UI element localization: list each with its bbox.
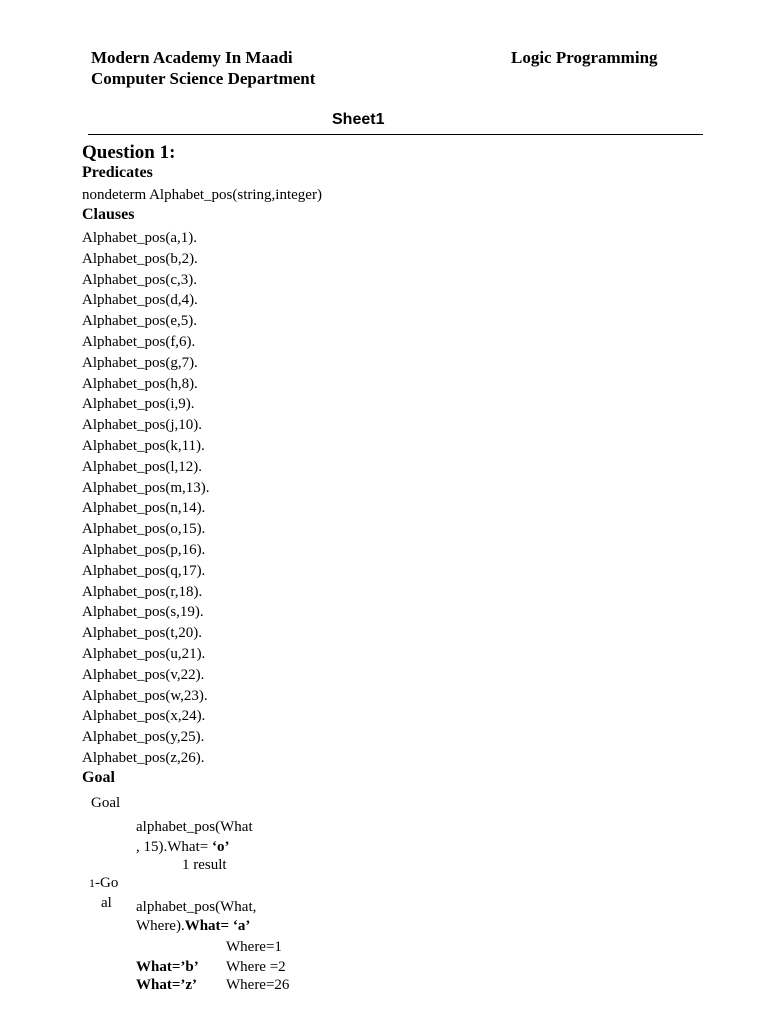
goal-row1-label: Goal — [91, 795, 121, 811]
goal-row1-query-line2-text: , 15). — [136, 839, 168, 855]
goal-row1-query-line2 — [136, 839, 229, 856]
clause-line: Alphabet_pos(r,18). — [82, 583, 203, 600]
clause-line: Alphabet_pos(n,14). — [82, 500, 206, 517]
clause-line: Alphabet_pos(v,22). — [82, 666, 205, 683]
clause-line: Alphabet_pos(k,11). — [82, 437, 205, 454]
clause-line: Alphabet_pos(o,15). — [82, 521, 206, 538]
clause-line: Alphabet_pos(g,7). — [82, 354, 198, 371]
clauses-heading: Clauses — [82, 206, 135, 223]
clause-line: Alphabet_pos(t,20). — [82, 625, 202, 642]
goal-row2-answer-second — [136, 959, 199, 976]
clause-line: Alphabet_pos(y,25). — [82, 729, 205, 746]
goal-heading: Goal — [82, 769, 115, 786]
clause-line: Alphabet_pos(f,6). — [82, 333, 196, 350]
predicates-heading: Predicates — [82, 164, 153, 181]
goal-row1-answer-prefix: What= — [167, 839, 212, 855]
goal-row2-label-line1 — [89, 875, 118, 892]
goal-row1-answer-value: ‘o’ — [211, 839, 230, 855]
clause-line: Alphabet_pos(z,26). — [82, 749, 205, 766]
question-title: Question 1: — [82, 142, 176, 163]
goal-row2-query-line1: alphabet_pos(What, — [136, 899, 257, 915]
clause-line: Alphabet_pos(i,9). — [82, 396, 195, 413]
clause-line: Alphabet_pos(h,8). — [82, 375, 198, 392]
institution-name: Modern Academy In Maadi — [91, 48, 293, 67]
clause-line: Alphabet_pos(b,2). — [82, 250, 198, 267]
clause-line: Alphabet_pos(w,23). — [82, 687, 208, 704]
clause-line: Alphabet_pos(d,4). — [82, 292, 198, 309]
predicate-declaration: nondeterm Alphabet_pos(string,integer) — [82, 187, 322, 203]
goal-row2-label-text: -Go — [95, 875, 119, 891]
clause-line: Alphabet_pos(a,1). — [82, 230, 197, 246]
goal-row2-query-line2-text: Where). — [136, 918, 185, 934]
goal-row2-where-second: Where =2 — [226, 959, 286, 975]
goal-row2-answer-second-text: What=’b’ — [136, 959, 199, 975]
clause-line: Alphabet_pos(j,10). — [82, 417, 202, 434]
clause-line: Alphabet_pos(c,3). — [82, 271, 197, 288]
clauses-list — [82, 228, 209, 769]
goal-row2-answer-last — [136, 977, 197, 994]
clause-line: Alphabet_pos(e,5). — [82, 313, 197, 330]
clause-line: Alphabet_pos(p,16). — [82, 541, 206, 558]
clause-line: Alphabet_pos(x,24). — [82, 708, 206, 725]
clause-line: Alphabet_pos(u,21). — [82, 645, 206, 662]
goal-row1-result: 1 result — [182, 857, 227, 873]
goal-row2-label-num: 1 — [89, 876, 95, 890]
clause-line: Alphabet_pos(q,17). — [82, 562, 206, 579]
goal-row2-answer-last-text: What=’z’ — [136, 977, 198, 993]
clause-line: Alphabet_pos(s,19). — [82, 604, 204, 621]
sheet-title: Sheet1 — [332, 111, 385, 128]
goal-row2-answer-first: What= ‘a’ — [184, 918, 251, 934]
course-name: Logic Programming — [511, 48, 658, 67]
goal-row2-label-line2: al — [101, 895, 112, 911]
clause-line: Alphabet_pos(l,12). — [82, 458, 202, 475]
department-name: Computer Science Department — [91, 69, 316, 88]
clause-line: Alphabet_pos(m,13). — [82, 479, 210, 496]
goal-row2-where-first: Where=1 — [226, 939, 282, 955]
goal-row2-where-last: Where=26 — [226, 977, 290, 993]
header-divider — [88, 134, 703, 135]
goal-row1-query-line1: alphabet_pos(What — [136, 819, 253, 835]
goal-row2-query-line2 — [136, 918, 250, 935]
